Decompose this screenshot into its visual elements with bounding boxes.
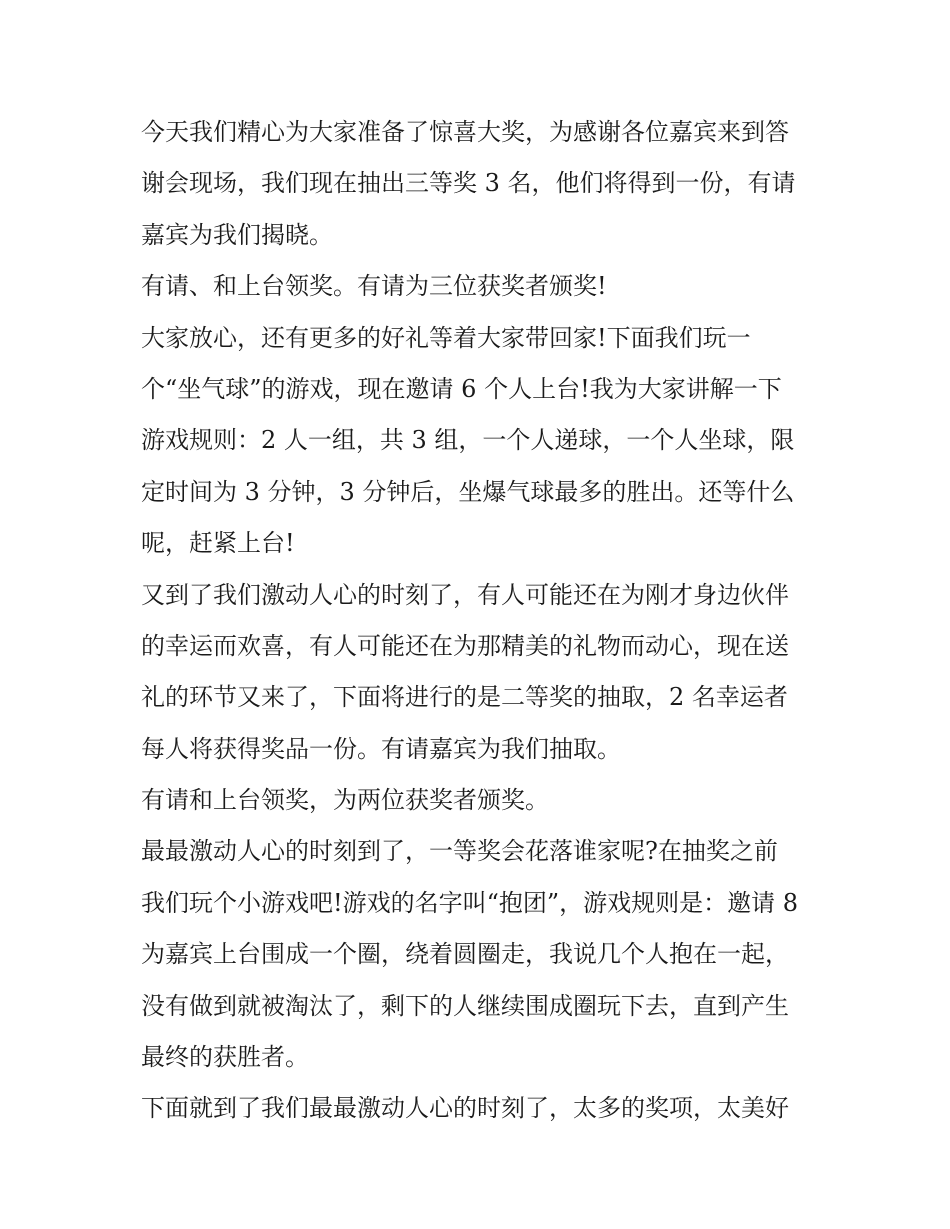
text-line: 最最激动人心的时刻到了，一等奖会花落谁家呢?在抽奖之前 <box>141 837 778 866</box>
text-line: 今天我们精心为大家准备了惊喜大奖，为感谢各位嘉宾来到答 <box>141 118 789 146</box>
text-line: 嘉宾为我们揭晓。 <box>141 220 333 249</box>
text-line: 有请和上台领奖，为两位获奖者颁奖。 <box>141 786 549 815</box>
text-line: 每人将获得奖品一份。有请嘉宾为我们抽取。 <box>141 734 621 763</box>
text-line: 又到了我们激动人心的时刻了，有人可能还在为刚才身边伙伴 <box>141 580 789 609</box>
text-line: 没有做到就被淘汰了，剩下的人继续围成圈玩下去，直到产生 <box>141 991 789 1020</box>
document-body <box>141 107 813 1135</box>
text-line: 大家放心，还有更多的好礼等着大家带回家!下面我们玩一 <box>141 323 751 352</box>
text-line: 个“坐气球”的游戏，现在邀请 6 个人上台!我为大家讲解一下 <box>141 374 782 403</box>
text-line: 有请、和上台领奖。有请为三位获奖者颁奖! <box>141 272 607 301</box>
text-line: 最终的获胜者。 <box>141 1043 309 1072</box>
text-line: 谢会现场，我们现在抽出三等奖 3 名，他们将得到一份，有请 <box>141 169 796 198</box>
text-line: 为嘉宾上台围成一个圈，绕着圆圈走，我说几个人抱在一起， <box>141 940 789 969</box>
text-line: 下面就到了我们最最激动人心的时刻了，太多的奖项，太美好 <box>141 1094 789 1123</box>
text-line: 定时间为 3 分钟，3 分钟后，坐爆气球最多的胜出。还等什么 <box>141 477 795 506</box>
text-line: 呢，赶紧上台! <box>141 529 295 558</box>
text-line: 游戏规则：2 人一组，共 3 组，一个人递球，一个人坐球，限 <box>141 426 795 455</box>
text-line: 的幸运而欢喜，有人可能还在为那精美的礼物而动心，现在送 <box>141 631 789 660</box>
text-line: 我们玩个小游戏吧!游戏的名字叫“抱团”，游戏规则是：邀请 8 <box>141 888 799 917</box>
text-line: 礼的环节又来了，下面将进行的是二等奖的抽取，2 名幸运者 <box>141 683 788 712</box>
